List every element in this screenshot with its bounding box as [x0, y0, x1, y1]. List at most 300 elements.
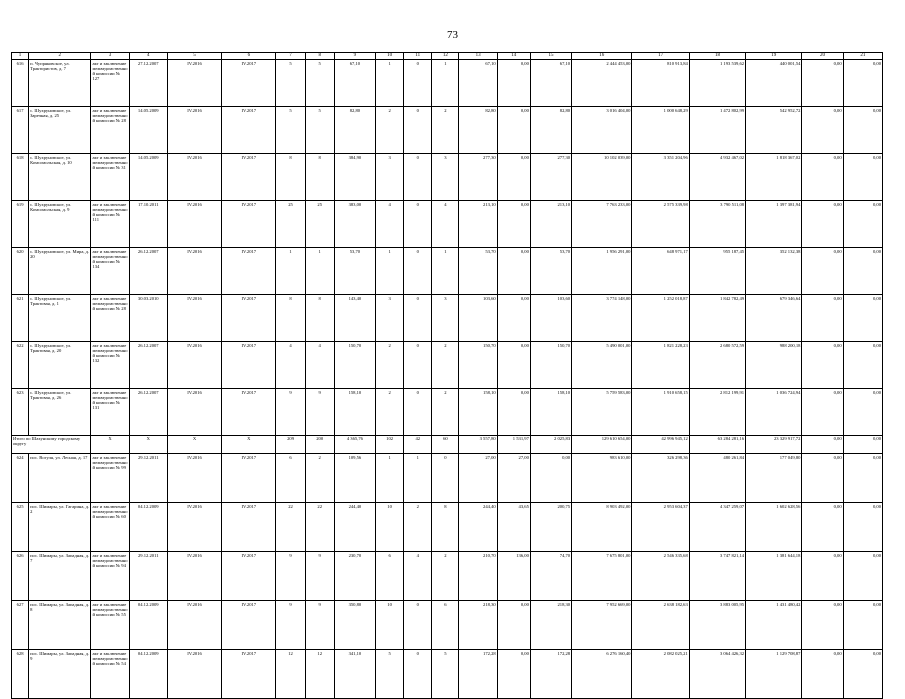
row-number: 616: [12, 60, 29, 107]
cost-extra: 0,00: [802, 201, 843, 248]
planned-end: IV.2017: [222, 248, 276, 295]
planned-end: IV.2017: [222, 295, 276, 342]
premises-owned: 0: [404, 342, 432, 389]
planned-end: IV.2017: [222, 60, 276, 107]
cost-total: 7 952 669,00: [572, 601, 632, 650]
planned-end: IV.2017: [222, 107, 276, 154]
row-number: 617: [12, 107, 29, 154]
cost-extra: 0,00: [802, 503, 843, 552]
premises-total: 2: [376, 342, 404, 389]
area-municipal: 150,70: [530, 342, 571, 389]
cost-total: 5 759 583,00: [572, 389, 632, 436]
premises-municipal: 0: [432, 454, 459, 503]
cost-local: 1 036 724,94: [746, 389, 802, 436]
premises-municipal: 5: [432, 650, 459, 699]
document-date: 04.12.2009: [129, 601, 167, 650]
cost-region: 955 187,45: [689, 248, 745, 295]
residents-relocated: 4: [305, 342, 334, 389]
row-number: 620: [12, 248, 29, 295]
cost-fund: 1 252 018,87: [632, 295, 689, 342]
residents-total: 8: [276, 154, 305, 201]
address-cell: с. Шухруновское, ул. Комсомольская, д. 10: [29, 154, 91, 201]
total-value: 4 365,76: [334, 436, 375, 454]
residents-total: 5: [276, 107, 305, 154]
premises-municipal: 3: [432, 295, 459, 342]
premises-owned: 2: [404, 503, 432, 552]
total-value: 0,00: [843, 436, 882, 454]
residents-relocated: 8: [305, 295, 334, 342]
column-number: 2: [29, 53, 91, 60]
cost-region: 480 261,84: [689, 454, 745, 503]
area-relocated: 172,28: [459, 650, 497, 699]
table-row: [12, 601, 883, 650]
column-number: 3: [91, 53, 129, 60]
cost-extra: 0,00: [802, 342, 843, 389]
area-total: 383,00: [334, 201, 375, 248]
cost-other: 0,00: [843, 154, 882, 201]
area-total: 109,56: [334, 454, 375, 503]
area-relocated: 158,10: [459, 389, 497, 436]
column-number: 1: [12, 53, 29, 60]
area-total: 384,90: [334, 154, 375, 201]
premises-municipal: 8: [432, 503, 459, 552]
premises-total: 3: [376, 154, 404, 201]
cost-other: 0,00: [843, 552, 882, 601]
row-number: 628: [12, 650, 29, 699]
column-number-row: [12, 53, 883, 60]
area-municipal: 172,28: [530, 650, 571, 699]
cost-total: 7 763 233,00: [572, 201, 632, 248]
cost-region: 2 812 199,91: [689, 389, 745, 436]
planned-start: IV.2016: [167, 107, 221, 154]
cost-region: 3 064 426,32: [689, 650, 745, 699]
document-date: 26.12.2007: [129, 248, 167, 295]
area-municipal: 53,70: [530, 248, 571, 295]
premises-municipal: 2: [432, 552, 459, 601]
cost-region: 4 347 259,07: [689, 503, 745, 552]
premises-municipal: 2: [432, 342, 459, 389]
address-cell: с. Шухруновское, ул. Трактовая, д. 1: [29, 295, 91, 342]
table-row: [12, 552, 883, 601]
premises-owned: 0: [404, 650, 432, 699]
premises-total: 5: [376, 650, 404, 699]
address-cell: с. Шухруновское, ул. Мира, д. 20: [29, 248, 91, 295]
area-municipal: 213,10: [530, 201, 571, 248]
premises-total: 10: [376, 601, 404, 650]
cost-total: 983 610,00: [572, 454, 632, 503]
address-cell: с. Шухруновское, ул. Трактовая, д. 26: [29, 389, 91, 436]
table-row: [12, 295, 883, 342]
total-x-mark: X: [222, 436, 276, 454]
area-municipal: 74,70: [530, 552, 571, 601]
column-number: 20: [802, 53, 843, 60]
area-municipal: 218,30: [530, 601, 571, 650]
address-cell: пос. Шимары, ул. Западная, д. 9: [29, 650, 91, 699]
cost-other: 0,00: [843, 650, 882, 699]
residents-relocated: 9: [305, 601, 334, 650]
cost-fund: 3 351 204,96: [632, 154, 689, 201]
planned-start: IV.2016: [167, 552, 221, 601]
cost-total: 3 016 404,00: [572, 107, 632, 154]
area-total: 143,40: [334, 295, 375, 342]
area-owned: 43,65: [497, 503, 530, 552]
document-cell: акт и заключение межведомственной комиссии № 127: [91, 60, 129, 107]
premises-owned: 0: [404, 60, 432, 107]
planned-start: IV.2016: [167, 154, 221, 201]
table-row: [12, 503, 883, 552]
cost-extra: 0,00: [802, 248, 843, 295]
address-cell: п. Чупряковское, ул. Трактористов, д. 7: [29, 60, 91, 107]
total-value: 42: [404, 436, 432, 454]
planned-start: IV.2016: [167, 503, 221, 552]
area-owned: 0,00: [497, 342, 530, 389]
area-owned: 0,00: [497, 107, 530, 154]
column-number: 13: [459, 53, 497, 60]
cost-local: 1 818 367,02: [746, 154, 802, 201]
residents-relocated: 5: [305, 107, 334, 154]
premises-owned: 0: [404, 201, 432, 248]
premises-owned: 0: [404, 601, 432, 650]
premises-total: 6: [376, 552, 404, 601]
planned-start: IV.2016: [167, 295, 221, 342]
area-total: 230,70: [334, 552, 375, 601]
table-row: [12, 60, 883, 107]
residents-relocated: 9: [305, 552, 334, 601]
residents-relocated: 9: [305, 389, 334, 436]
document-date: 27.12.2007: [129, 60, 167, 107]
cost-fund: 1 821 228,23: [632, 342, 689, 389]
planned-start: IV.2016: [167, 342, 221, 389]
row-number: 624: [12, 454, 29, 503]
area-municipal: 103,60: [530, 295, 571, 342]
total-value: 23 329 917,72: [746, 436, 802, 454]
area-municipal: 82,80: [530, 107, 571, 154]
cost-local: 1 397 381,94: [746, 201, 802, 248]
cost-local: 177 049,80: [746, 454, 802, 503]
total-value: 3 557,80: [459, 436, 497, 454]
residents-relocated: 12: [305, 650, 334, 699]
cost-total: 3 774 148,00: [572, 295, 632, 342]
premises-total: 2: [376, 389, 404, 436]
cost-other: 0,00: [843, 503, 882, 552]
planned-start: IV.2016: [167, 454, 221, 503]
cost-region: 1 472 802,99: [689, 107, 745, 154]
address-cell: с. Шухруновское, ул. Комсомольская, д. 9: [29, 201, 91, 248]
cost-other: 0,00: [843, 107, 882, 154]
area-owned: 27,00: [497, 454, 530, 503]
residents-total: 9: [276, 552, 305, 601]
column-number: 11: [404, 53, 432, 60]
area-owned: 0,00: [497, 60, 530, 107]
residents-relocated: 22: [305, 503, 334, 552]
total-value: 63 284 281,16: [689, 436, 745, 454]
area-relocated: 53,70: [459, 248, 497, 295]
cost-extra: 0,00: [802, 601, 843, 650]
column-number: 14: [497, 53, 530, 60]
cost-fund: 2 953 604,37: [632, 503, 689, 552]
planned-end: IV.2017: [222, 552, 276, 601]
cost-other: 0,00: [843, 295, 882, 342]
document-cell: акт и заключение межведомственной комиссии № 111: [91, 201, 129, 248]
table-row: [12, 389, 883, 436]
total-value: 60: [432, 436, 459, 454]
cost-total: 10 102 039,00: [572, 154, 632, 201]
cost-local: 1 381 644,18: [746, 552, 802, 601]
cost-total: 7 675 801,00: [572, 552, 632, 601]
cost-region: 3 883 005,95: [689, 601, 745, 650]
premises-municipal: 6: [432, 601, 459, 650]
column-number: 10: [376, 53, 404, 60]
column-number: 15: [530, 53, 571, 60]
premises-municipal: 4: [432, 201, 459, 248]
premises-owned: 4: [404, 552, 432, 601]
table-row: [12, 248, 883, 295]
page-number: 73: [447, 29, 458, 41]
document-date: 04.12.2009: [129, 503, 167, 552]
document-cell: акт и заключение межведомственной комиссии № 94: [91, 552, 129, 601]
planned-start: IV.2016: [167, 389, 221, 436]
document-cell: акт и заключение межведомственной комиссии № 132: [91, 342, 129, 389]
premises-municipal: 2: [432, 389, 459, 436]
address-cell: с. Шухруновское, ул. Трактовая, д. 20: [29, 342, 91, 389]
premises-municipal: 1: [432, 248, 459, 295]
planned-end: IV.2017: [222, 389, 276, 436]
cost-local: 1 431 480,42: [746, 601, 802, 650]
residents-total: 12: [276, 650, 305, 699]
area-municipal: 158,10: [530, 389, 571, 436]
table-row: [12, 454, 883, 503]
area-relocated: 27,00: [459, 454, 497, 503]
cost-total: 5 490 001,00: [572, 342, 632, 389]
area-relocated: 150,70: [459, 342, 497, 389]
area-owned: 0,00: [497, 201, 530, 248]
table-row: [12, 650, 883, 699]
column-number: 8: [305, 53, 334, 60]
cost-fund: 2 082 025,21: [632, 650, 689, 699]
planned-end: IV.2017: [222, 601, 276, 650]
total-value: 2 025,83: [530, 436, 571, 454]
area-relocated: 103,60: [459, 295, 497, 342]
address-cell: пос. Шимары, ул. Западная, д. 7: [29, 552, 91, 601]
area-total: 158,10: [334, 389, 375, 436]
cost-extra: 0,00: [802, 552, 843, 601]
residents-total: 25: [276, 201, 305, 248]
cost-other: 0,00: [843, 201, 882, 248]
total-value: 209: [276, 436, 305, 454]
planned-end: IV.2017: [222, 454, 276, 503]
total-value: 129 610 654,00: [572, 436, 632, 454]
area-total: 150,70: [334, 342, 375, 389]
document-cell: акт и заключение межведомственной комиссии № 28: [91, 107, 129, 154]
area-relocated: 67,10: [459, 60, 497, 107]
document-date: 04.12.2009: [129, 650, 167, 699]
total-row: [12, 436, 883, 454]
residents-total: 8: [276, 295, 305, 342]
premises-municipal: 2: [432, 107, 459, 154]
premises-municipal: 1: [432, 60, 459, 107]
row-number: 621: [12, 295, 29, 342]
residents-relocated: 25: [305, 201, 334, 248]
cost-total: 2 444 453,00: [572, 60, 632, 107]
premises-municipal: 3: [432, 154, 459, 201]
cost-local: 542 952,72: [746, 107, 802, 154]
area-total: 82,80: [334, 107, 375, 154]
area-owned: 0,00: [497, 154, 530, 201]
area-municipal: 67,10: [530, 60, 571, 107]
residents-relocated: 1: [305, 248, 334, 295]
area-total: 67,10: [334, 60, 375, 107]
table-body: [12, 53, 883, 699]
table-row: [12, 107, 883, 154]
premises-total: 1: [376, 248, 404, 295]
residents-total: 1: [276, 248, 305, 295]
row-number: 619: [12, 201, 29, 248]
cost-fund: 1 910 658,15: [632, 389, 689, 436]
cost-extra: 0,00: [802, 107, 843, 154]
total-value: 102: [376, 436, 404, 454]
planned-end: IV.2017: [222, 154, 276, 201]
column-number: 21: [843, 53, 882, 60]
cost-total: 1 956 291,00: [572, 248, 632, 295]
cost-region: 1 842 782,49: [689, 295, 745, 342]
total-x-mark: X: [167, 436, 221, 454]
row-number: 625: [12, 503, 29, 552]
cost-other: 0,00: [843, 601, 882, 650]
document-cell: акт и заключение межведомственной комиссии № 31: [91, 154, 129, 201]
premises-total: 1: [376, 454, 404, 503]
cost-other: 0,00: [843, 342, 882, 389]
housing-register-table: [11, 52, 883, 699]
column-number: 18: [689, 53, 745, 60]
table-row: [12, 201, 883, 248]
address-cell: пос. Шимары, ул. Западная, д. 8: [29, 601, 91, 650]
premises-total: 10: [376, 503, 404, 552]
cost-extra: 0,00: [802, 295, 843, 342]
column-number: 19: [746, 53, 802, 60]
cost-local: 988 200,18: [746, 342, 802, 389]
document-cell: акт и заключение межведомственной комиссии № 60: [91, 503, 129, 552]
area-relocated: 82,80: [459, 107, 497, 154]
premises-owned: 0: [404, 248, 432, 295]
cost-total: 6 276 160,40: [572, 650, 632, 699]
premises-owned: 0: [404, 389, 432, 436]
document-date: 26.12.2007: [129, 389, 167, 436]
row-number: 623: [12, 389, 29, 436]
area-owned: 0,00: [497, 650, 530, 699]
cost-fund: 1 000 648,29: [632, 107, 689, 154]
cost-extra: 0,00: [802, 154, 843, 201]
cost-extra: 0,00: [802, 454, 843, 503]
area-total: 341,10: [334, 650, 375, 699]
column-number: 4: [129, 53, 167, 60]
cost-local: 352 132,38: [746, 248, 802, 295]
total-x-mark: X: [91, 436, 129, 454]
area-municipal: 0,00: [530, 454, 571, 503]
residents-relocated: 2: [305, 454, 334, 503]
total-value: 42 996 945,12: [632, 436, 689, 454]
table-row: [12, 342, 883, 389]
column-number: 16: [572, 53, 632, 60]
column-number: 6: [222, 53, 276, 60]
planned-start: IV.2016: [167, 601, 221, 650]
document-cell: акт и заключение межведомственной комиссии № 131: [91, 389, 129, 436]
column-number: 17: [632, 53, 689, 60]
row-number: 627: [12, 601, 29, 650]
cost-total: 8 903 492,00: [572, 503, 632, 552]
premises-owned: 0: [404, 107, 432, 154]
area-relocated: 218,30: [459, 601, 497, 650]
cost-fund: 326 298,36: [632, 454, 689, 503]
document-date: 14.05.2009: [129, 107, 167, 154]
planned-end: IV.2017: [222, 503, 276, 552]
area-relocated: 213,10: [459, 201, 497, 248]
document-date: 29.12.2011: [129, 454, 167, 503]
premises-total: 2: [376, 107, 404, 154]
cost-fund: 2 546 335,68: [632, 552, 689, 601]
cost-local: 1 129 708,87: [746, 650, 802, 699]
cost-other: 0,00: [843, 248, 882, 295]
area-total: 53,70: [334, 248, 375, 295]
cost-region: 3 747 821,14: [689, 552, 745, 601]
planned-end: IV.2017: [222, 201, 276, 248]
document-date: 29.12.2011: [129, 552, 167, 601]
area-total: 350,80: [334, 601, 375, 650]
row-number: 622: [12, 342, 29, 389]
premises-total: 3: [376, 295, 404, 342]
residents-total: 6: [276, 454, 305, 503]
total-label: Итого по Шахунскому городскому округу: [12, 436, 91, 454]
cost-extra: 0,00: [802, 389, 843, 436]
area-owned: 136,00: [497, 552, 530, 601]
cost-fund: 2 638 182,63: [632, 601, 689, 650]
area-owned: 0,00: [497, 295, 530, 342]
cost-region: 3 790 511,08: [689, 201, 745, 248]
address-cell: с. Шухруновское, ул. Заречная, д. 25: [29, 107, 91, 154]
area-municipal: 200,75: [530, 503, 571, 552]
address-cell: пос. Шимары, ул. Гагарина, д. 2: [29, 503, 91, 552]
cost-fund: 2 575 339,98: [632, 201, 689, 248]
residents-total: 9: [276, 601, 305, 650]
cost-region: 2 680 572,59: [689, 342, 745, 389]
cost-fund: 810 913,84: [632, 60, 689, 107]
planned-end: IV.2017: [222, 342, 276, 389]
document-date: 26.12.2007: [129, 342, 167, 389]
column-number: 12: [432, 53, 459, 60]
area-municipal: 277,30: [530, 154, 571, 201]
total-value: 1 531,97: [497, 436, 530, 454]
document-date: 14.05.2009: [129, 154, 167, 201]
residents-relocated: 8: [305, 154, 334, 201]
planned-start: IV.2016: [167, 201, 221, 248]
cost-fund: 648 971,17: [632, 248, 689, 295]
area-owned: 0,00: [497, 601, 530, 650]
cost-other: 0,00: [843, 389, 882, 436]
area-owned: 0,00: [497, 248, 530, 295]
premises-owned: 0: [404, 154, 432, 201]
row-number: 618: [12, 154, 29, 201]
column-number: 9: [334, 53, 375, 60]
cost-local: 679 346,64: [746, 295, 802, 342]
planned-start: IV.2016: [167, 248, 221, 295]
column-number: 5: [167, 53, 221, 60]
cost-extra: 0,00: [802, 650, 843, 699]
area-relocated: 277,30: [459, 154, 497, 201]
cost-local: 440 001,54: [746, 60, 802, 107]
total-x-mark: X: [129, 436, 167, 454]
residents-total: 5: [276, 60, 305, 107]
planned-start: IV.2016: [167, 60, 221, 107]
document-cell: акт и заключение межведомственной комиссии № 134: [91, 248, 129, 295]
